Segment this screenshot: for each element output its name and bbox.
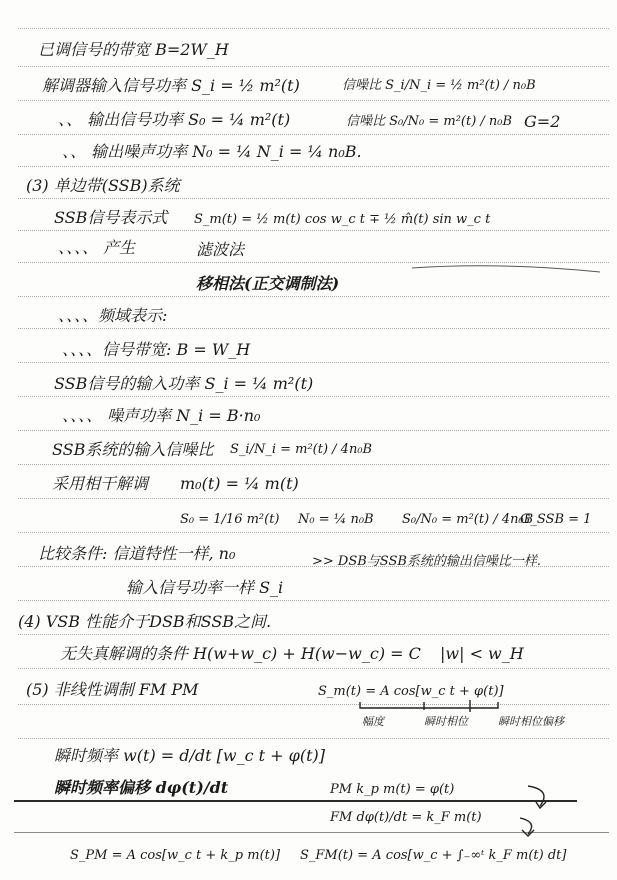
ruled-line <box>18 262 609 263</box>
ruled-line <box>18 230 609 231</box>
ruled-line <box>18 634 609 635</box>
formula: S₀ = 1/16 m²(t) <box>180 512 280 527</box>
ruled-line <box>18 66 609 67</box>
note-line: 、、、、 噪声功率 N_i = B·n₀ <box>62 406 261 425</box>
note-line: 移相法(正交调制法) <box>196 274 340 293</box>
annotation: 幅度 <box>362 715 384 728</box>
note-line: 、、 输出噪声功率 N₀ = ¼ N_i = ¼ n₀B. <box>62 142 362 161</box>
note-line: 已调信号的带宽 B=2W_H <box>38 40 229 59</box>
note-line: SSB信号的输入功率 S_i = ¼ m²(t) <box>54 374 314 393</box>
annotation: 瞬时相位 <box>424 715 468 728</box>
ruled-line <box>18 600 609 601</box>
note-line: 无失真解调的条件 H(w+w_c) + H(w−w_c) = C <box>60 644 421 663</box>
formula: S_i/N_i = m²(t) / 4n₀B <box>230 442 373 457</box>
formula: G_SSB = 1 <box>520 512 592 527</box>
ruled-line <box>18 464 609 465</box>
note-line: 、、、、频域表示: <box>58 306 168 325</box>
ruled-line <box>18 166 609 167</box>
formula: S_m(t) = ½ m(t) cos w_c t ∓ ½ m̂(t) sin w_c t <box>194 212 491 227</box>
note-line: 、、、、 产生 <box>58 238 136 257</box>
formula: m₀(t) = ¼ m(t) <box>180 474 299 493</box>
formula: S_FM(t) = A cos[w_c + ∫₋∞ᵗ k_F m(t) dt] <box>300 848 567 863</box>
section-heading: (3) 单边带(SSB)系统 <box>26 176 180 195</box>
ruled-line <box>18 28 609 29</box>
note-line: SSB信号表示式 <box>54 208 168 227</box>
ruled-line <box>18 532 609 533</box>
note-line: 、、 输出信号功率 S₀ = ¼ m²(t) <box>58 110 291 129</box>
note-line: 信噪比 S_i/N_i = ½ m²(t) / n₀B <box>342 78 536 93</box>
ruled-line <box>18 134 609 135</box>
ruled-line <box>18 198 609 199</box>
note-line: 瞬时频率偏移 dφ(t)/dt <box>54 778 229 797</box>
note-line: 比较条件: 信道特性一样, n₀ <box>38 544 236 563</box>
annotation: 瞬时相位偏移 <box>498 715 564 728</box>
note-line: 信噪比 S₀/N₀ = m²(t) / n₀B <box>346 114 513 129</box>
note-line: >> DSB与SSB系统的输出信噪比一样. <box>312 554 542 569</box>
note-line: 瞬时频率 w(t) = d/dt [w_c t + φ(t)] <box>54 746 326 765</box>
ruled-line <box>18 738 609 739</box>
section-heading: (4) VSB 性能介于DSB和SSB之间. <box>18 612 272 631</box>
ruled-line <box>18 328 609 329</box>
ruled-line <box>14 800 577 802</box>
ruled-line <box>18 296 609 297</box>
formula: S_m(t) = A cos[w_c t + φ(t)] <box>318 684 504 699</box>
note-line: 输入信号功率一样 S_i <box>126 578 284 597</box>
ruled-line <box>18 396 609 397</box>
formula: FM dφ(t)/dt = k_F m(t) <box>330 810 482 825</box>
formula: S_PM = A cos[w_c t + k_p m(t)] <box>70 848 281 863</box>
formula: |w| < w_H <box>440 644 524 663</box>
ruled-line <box>18 668 609 669</box>
note-line: G=2 <box>524 112 561 131</box>
note-line: 滤波法 <box>196 240 245 259</box>
ruled-line <box>18 704 609 705</box>
note-line: 采用相干解调 <box>52 474 149 493</box>
note-line: 解调器输入信号功率 S_i = ½ m²(t) <box>42 76 300 95</box>
ruled-line <box>18 362 609 363</box>
formula: N₀ = ¼ n₀B <box>298 512 374 527</box>
ruled-line <box>14 832 609 833</box>
note-line: 、、、、信号带宽: B = W_H <box>62 340 251 359</box>
formula: PM k_p m(t) = φ(t) <box>330 782 455 797</box>
note-line: SSB系统的输入信噪比 <box>52 440 214 459</box>
ruled-line <box>18 498 609 499</box>
ruled-line <box>18 100 609 101</box>
ruled-line <box>18 430 609 431</box>
section-heading: (5) 非线性调制 FM PM <box>26 680 199 699</box>
formula: S₀/N₀ = m²(t) / 4n₀B <box>402 512 534 527</box>
